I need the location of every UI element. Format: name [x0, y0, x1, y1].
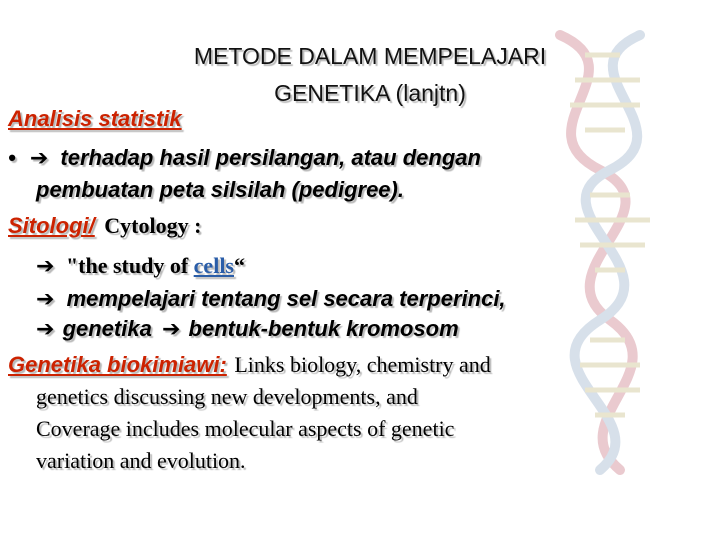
sec3-heading: Genetika biokimiawi: — [8, 352, 227, 377]
arrow-icon: ➔ — [36, 287, 55, 312]
slide-title — [60, 38, 680, 112]
sec2-heading-rest: Cytology : — [104, 213, 202, 238]
sec2-quote-close: “ — [234, 253, 245, 278]
sec1-heading: Analisis statistik — [8, 106, 182, 131]
arrow-icon: ➔ — [36, 254, 55, 279]
sec2-text-3a: genetika — [62, 316, 152, 341]
title-line-1: METODE DALAM MEMPELAJARI — [193, 43, 547, 69]
bullet-icon: • — [8, 145, 16, 170]
title-line-2: GENETIKA (lanjtn) — [274, 80, 466, 106]
sec2-line-2 — [36, 286, 506, 312]
sec3-text-1: Links biology, chemistry and — [234, 352, 491, 377]
sec2-quote-line — [36, 253, 245, 279]
sec1-text-2: pembuatan peta silsilah (pedigree). — [36, 177, 404, 202]
arrow-icon: ➔ — [36, 317, 55, 342]
sec3-line-2 — [36, 384, 418, 410]
arrow-icon: ➔ — [161, 317, 181, 342]
sec1-bullet-line — [8, 145, 481, 171]
sec1-heading-line — [8, 106, 182, 132]
arrow-icon: ➔ — [29, 146, 49, 171]
sec2-text-2: mempelajari tentang sel secara terperinci, — [66, 286, 506, 311]
sec2-heading-line — [8, 213, 201, 239]
sec3-line-3 — [36, 416, 454, 442]
sec2-quote-open: "the study of — [65, 253, 189, 278]
sec1-text-line-2 — [36, 177, 404, 203]
sec3-text-3: Coverage includes molecular aspects of genetic — [36, 416, 455, 441]
sec2-line-3 — [36, 316, 459, 342]
cells-link[interactable]: cells — [193, 253, 234, 278]
sec3-text-2: genetics discussing new developments, and — [36, 384, 418, 409]
sec3-heading-line — [8, 352, 491, 378]
sec2-text-3b: bentuk-bentuk kromosom — [188, 316, 459, 341]
sec3-line-4 — [36, 448, 246, 474]
sec1-text-1: terhadap hasil persilangan, atau dengan — [60, 145, 481, 170]
sec3-text-4: variation and evolution. — [36, 448, 246, 473]
sec2-heading: Sitologi/ — [8, 213, 95, 238]
